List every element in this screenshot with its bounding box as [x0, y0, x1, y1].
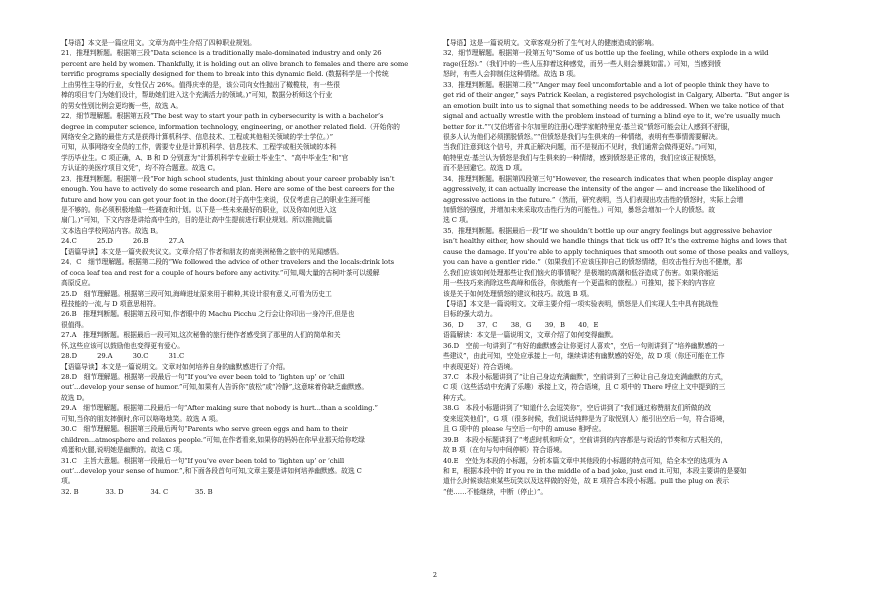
- text-line: of coca leaf tea and rest for a couple of hours before any activity.”可知,喝大量的古柯叶茶可以缓解: [61, 268, 380, 277]
- text-line: 29.A 细节理解题。根据第二段最后一句“After making sure that nobody is hurt...than a scolding.”: [61, 404, 378, 413]
- text-line: cause the damage. If you’re able to apply techniques that smooth out some of those peaks and valleys,: [443, 247, 790, 256]
- text-line: 选 C 项。: [443, 216, 473, 225]
- text-line: degree in computer science, information technology, engineering, or another related field.（开始你的: [61, 122, 400, 131]
- text-line: 的男女性别比例会更均衡一些，故选 A。: [61, 101, 183, 110]
- text-line: 25.D 细节理解题。根据第三段可知,海峰进址原来用于耕种,其设计很有意义,可看为历史工: [61, 289, 332, 298]
- text-line: 28.D 细节理解题。根据第一段最后一句“If you’ve ever been told to ‘lighten up’ or ‘chill: [61, 373, 345, 381]
- text-line: 种方式。: [443, 393, 470, 402]
- text-line: 故 B 项（在句与句中间停顿）符合语境。: [443, 446, 567, 455]
- text-line: 文本选自学校网站内容。故选 B。: [61, 226, 163, 235]
- text-line: 而不是回避它。故选 D 项。: [443, 164, 527, 173]
- text-line: 上由男性主导的行业，女性仅占 26%。值得庆幸的是，该公司向女性抛出了橄榄枝，有一些很: [61, 80, 340, 89]
- text-line: 道什么时候该结束某些玩笑以及这样做的好处，故 E 项符合本段小标题。pull the plug on 表示: [443, 477, 729, 486]
- text-line: 程技能的一流,与 D 项意思相符。: [61, 299, 160, 308]
- text-line: 项。: [61, 477, 75, 486]
- text-line: 39.B 本段小标题讲到了“考虑时机和听众”，空前讲到的内容都是与说话的节奏和方式相关的，: [443, 435, 728, 444]
- text-line: 当我们注意到这个信号，并真正解决问题，而不是视而不见时，我们通常会做得更好。”)可知，: [443, 143, 721, 152]
- text-line: 语篇解读：本文是一篇说明文，文章介绍了如何变得幽默。: [443, 331, 618, 340]
- text-line: signal and actually wrestle with the problem instead of turning a blind eye to it, we’re usually much: [443, 112, 781, 121]
- text-line: children...atmosphere and relaxes people.”可知,在作者看来,如果你的妈妈在你早业那天给你吃绿: [61, 435, 365, 444]
- text-line: 36.D 空前一句讲到了“有好的幽默感会让你更讨人喜欢”，空后一句则讲到了“培养幽默感的一: [443, 341, 725, 350]
- text-line: 30.C 细节理解题。根据第三段最后两句“Parents who serve green eggs and ham to their: [61, 425, 348, 434]
- text-line: 该是关于如何处理愤怒的建议和技巧。故选 B 项。: [443, 289, 594, 298]
- text-line: 31.C 主旨大意题。根据第一段最后一句“If you’ve ever been told to ‘lighten up’ or ‘chill: [61, 456, 345, 465]
- text-line: percent are held by women. Thankfully, it is holding out an olive branch to females and there are some: [61, 59, 409, 68]
- text-line: 网络安全之路的最佳方式是获得计算机科学、信息技术、工程或其他相关领域的学士学位。）”: [61, 132, 333, 141]
- text-line: 28.D 29.A 30.C 31.C: [61, 352, 185, 361]
- text-line: C 项（这些活动中充满了乐趣）承接上文，符合语境，且 C 项中的 There 呼应上文中提到的三: [443, 383, 726, 392]
- text-line: 32. B 33. D 34. C 35. B: [61, 487, 213, 496]
- text-line: 36．D 37．C 38．G 39．B 40．E: [443, 320, 599, 329]
- text-line: 加愤怒的强度，并增加未来采取攻击性行为的可能性。）可知，暴怒会增加一个人的愤怒。故: [443, 206, 715, 214]
- text-line: 鸡蛋和火腿,说明她是幽默的。故选 C 项。: [61, 446, 187, 455]
- text-line: 怀,这些应该可以鼓励他也变得更有爱心。: [61, 341, 184, 350]
- text-line: 22．细节理解题。根据第五段“The best way to start your path in cybersecurity is with a bachelor’s: [61, 112, 384, 121]
- text-line: out’...develop your sense of humor.”可知,如果有人告诉你“放松”或“冷静”,这意味着你缺乏幽默感。: [61, 383, 369, 392]
- text-line: 40.E 空处为本段的小标题，分析本篇文章中其他段的小标题的特点可知，给全本空的选项为 A: [443, 456, 728, 465]
- text-line: 帕特里克·基兰认为愤怒是我们与生俱来的一种情绪，感到愤怒是正常的，我们应该正视愤怒，: [443, 153, 721, 162]
- text-line: 故选 D。: [61, 393, 89, 402]
- text-line: 32．细节理解题。根据第一段第五句“Some of us bottle up the feeling, while others explode in a wild: [443, 49, 769, 58]
- text-line: aggressively, it can actually increase the intensity of the anger — and increase the likelihood of: [443, 185, 765, 194]
- left-answer-column: [61, 38, 427, 497]
- text-line: aggressive actions in the future.”（然而，研究表明，当人们表现出攻击性的愤怒时，实际上会增: [443, 195, 744, 204]
- text-line: 且 G 项中的 please 与空后一句中的 amuse 相呼应。: [443, 425, 606, 434]
- text-line: 很多人认为他们必须摆脱愤怒。”“但愤怒是我们与生俱来的一种情绪，表明有些事情需要解决。: [443, 132, 722, 141]
- text-line: 和 E，根据本段中的 If you re in the middle of a bad joke, just end it.可知，本段主要讲的是要如: [443, 466, 747, 475]
- text-line: an emotion built into us to signal that something needs to be addressed. When we take notice of that: [443, 101, 784, 110]
- text-line: better for it.””(艾伯塔省卡尔加里的注册心理学家帕特里克·基兰说“愤怒可能会让人感到不舒服，: [443, 122, 735, 131]
- text-line: 【导语】本文是一篇说明文。文章主要介绍一项实验表明，愤怒是人们实现人生中具有挑战性: [443, 299, 719, 308]
- text-line: rage(狂怒).”（我们中的一些人压抑着这种感觉，而另一些人则会暴跳如雷。）可知，当感到愤: [443, 59, 721, 68]
- text-line: 37.C 本段小标题讲到了“让自己身边充满幽默”，空前讲到了三种让自己身边充满幽默的方式，: [443, 373, 728, 381]
- text-line: 很值得。: [61, 320, 88, 329]
- text-line: 变来逗笑他们”，G 项（很多时候，我们说话纯粹是为了取悦别人）能引出空后一句，符合语境，: [443, 414, 730, 423]
- text-line: 怒时，有些人会抑制住这种情绪。故选 B 项。: [443, 70, 580, 79]
- text-line: 是不够的。你必须积极地做一些调查和计划。以下是一些未来最好的职业，以及你如何进入这: [61, 206, 337, 214]
- text-line: 方认证的美医疗项目文凭”，均不符合题意。故选 C。: [61, 164, 220, 173]
- text-line: 高原反应。: [61, 279, 95, 288]
- text-line: terrific programs specially designed for them to break into this dynamic field. (数据科学是一个传统: [61, 70, 389, 79]
- text-line: 35．推理判断题。根据最后一段“If we shouldn’t bottle up our angry feelings but aggressive behavior: [443, 226, 772, 235]
- text-line: 【语篇导读】本文是一篇说明文。文章对如何培养自身的幽默感进行了介绍。: [61, 362, 290, 371]
- text-line: 24.C 25.D 26.B 27.A: [61, 237, 184, 246]
- text-line: isn’t healthy either, how should we handle things that tick us off? It’s the extreme highs and lows that: [443, 237, 787, 246]
- text-line: 34．推理判断题。根据第四段第三句“However, the research indicates that when people display anger: [443, 174, 773, 183]
- text-line: you can have a gentler ride.”（如果我们不应该压抑自己的愤怒情绪，但攻击性行为也不健康，那: [443, 258, 743, 267]
- text-line: 可知，从事网络安全员的工作，需要专业是计算机科学、信息技术、工程学或相关领域的本科: [61, 143, 337, 152]
- page-number: 2: [432, 571, 438, 579]
- text-line: future and how you can get your foot in the door.(对于高中生来说，仅仅考虑自己的职业生涯可能: [61, 195, 371, 204]
- text-line: “使……不能继续，中断（停止）”。: [443, 487, 548, 496]
- text-line: 学历毕业生。C 项正确，A、B 和 D 分别意为“计算机科学专业硕士毕业生”、“高中毕业生”和“官: [61, 153, 349, 162]
- text-line: get rid of their anger,” says Patrick Keelan, a registered psychologist in Calgary, Alberta. “But anger is: [443, 91, 790, 100]
- text-line: enough. You have to actively do some research and plan. Here are some of the best careers for the: [61, 185, 395, 194]
- text-line: out’...develop your sense of humor.”,和下面各段首句可知,文章主要是讲如何培养幽默感。故选 C: [61, 466, 362, 475]
- text-line: 23．推理判断题。根据第一段“For high school students, just thinking about your career probably isn’t: [61, 174, 395, 183]
- text-line: 33．推理判断题。根据第二段““Anger may feel uncomfortable and a lot of people think they have to: [443, 80, 770, 89]
- text-line: 么我们应该如何处理那些让我们恼火的事情呢？是极端的高潮和低谷造成了伤害。如果你能运: [443, 268, 719, 277]
- text-line: 目标的强大动力。: [443, 310, 497, 319]
- text-line: 棒的项目专门为她们设计，帮助她们进入这个充满活力的领域。)”可知，数据分析师这个行业: [61, 91, 333, 100]
- text-line: 用一些技巧来消除这些高峰和低谷，你就能有一个更温和的旅程。）可推知，接下来的内容应: [443, 279, 715, 288]
- text-line: 【导语】本文是一篇应用文。文章为高中生介绍了四种职业规划。: [61, 39, 256, 47]
- text-line: 可知,当你的朋友摔倒时,你可以咯咯地笑。故选 A 项。: [61, 414, 222, 423]
- text-line: 24．C 细节理解题。根据第二段的“We followed the advice of other travelers and the locals:drink lots: [61, 258, 395, 267]
- text-line: 26.B 推理判断题。根据第五段可知,作者眼中的 Machu Picchu 之行会让你印出一身冷汗,但是也: [61, 310, 355, 319]
- text-line: 21．推理判断题。根据第三段“Data science is a traditionally male-dominated industry and only 26: [61, 49, 382, 58]
- text-line: 38.G 本段小标题讲到了“知道什么会逗笑你”，空后讲到了“我们通过称赞朋友们所做的改: [443, 404, 711, 413]
- right-answer-column: [443, 38, 809, 497]
- text-line: 些建议”，由此可知，空处应承接上一句，继续讲述有幽默感的好处，故 D 项（你还可能在工作: [443, 352, 725, 361]
- text-line: 27.A 推理判断题。根据最后一段可知,这次秘鲁的旅行使作者感受到了那里的人们的简单和关: [61, 331, 341, 340]
- text-line: 【语篇导读】本文是一篇夹叙夹议文。文章介绍了作者和朋友的南美洲秘鲁之旅中的见闻感悟。: [61, 247, 344, 256]
- text-line: 扇门。)”可知，下文内容是讲给高中生的，目的是让高中生提前进行职业规划。所以推测此篇: [61, 216, 333, 225]
- text-line: 中表现更好）符合语境。: [443, 362, 517, 371]
- text-line: 【导语】这是一篇说明文。文章客观分析了生气对人的健康造成的影响。: [443, 39, 658, 47]
